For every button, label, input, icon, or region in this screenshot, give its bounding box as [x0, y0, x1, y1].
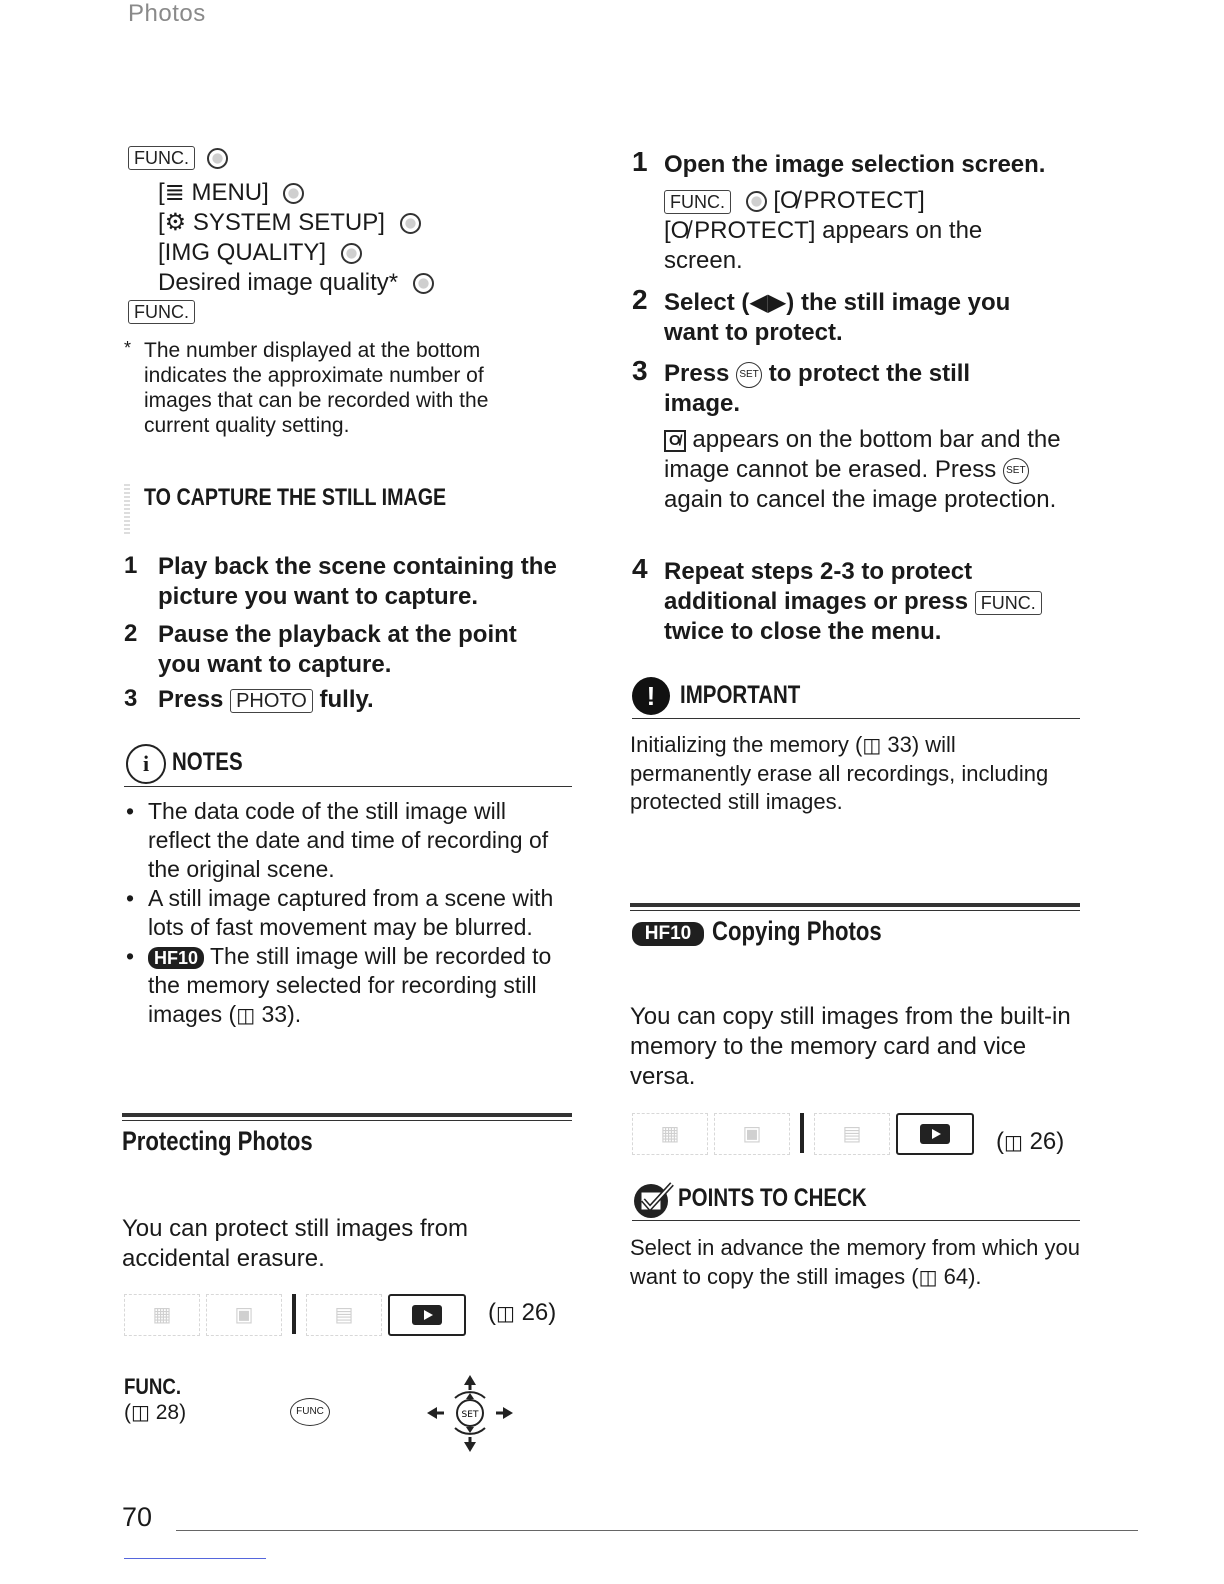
footnote-mark: *	[124, 338, 132, 358]
func-key: FUNC.	[664, 190, 731, 214]
points-text: Select in advance the memory from which you want to copy the still images (◫ 64).	[630, 1235, 1080, 1289]
menu-line-2: [⚙ SYSTEM SETUP]	[158, 209, 385, 236]
capture-heading: TO CAPTURE THE STILL IMAGE	[144, 484, 447, 511]
capture-step-2: 2 Pause the playback at the point you want to capture.	[124, 620, 517, 678]
protect-step-2-title: Select (◀▶) the still image you want to protect.	[664, 289, 1011, 346]
book-icon: ◫	[236, 1005, 256, 1027]
protect-step-2-num: 2	[632, 284, 648, 315]
footer-rule	[176, 1530, 1138, 1531]
page-ref: (◫ 26)	[996, 1128, 1065, 1155]
protecting-title: Protecting Photos	[122, 1126, 313, 1156]
movie-playback-icon: ▤	[306, 1294, 382, 1336]
note-item: • The data code of the still image will reflect the date and time of recording of the original scene.	[124, 797, 572, 884]
heading-marker	[124, 484, 130, 536]
important-warning-icon: !	[632, 677, 670, 715]
protecting-intro: You can protect still images from accidental erasure.	[122, 1215, 468, 1272]
section-rule-thick	[630, 903, 1080, 907]
protect-step-1-path: FUNC. [O̸ PROTECT]	[664, 186, 1084, 216]
section-rule-thin	[630, 910, 1080, 911]
confirm-circle-icon	[400, 213, 421, 234]
func-key: FUNC.	[975, 591, 1042, 615]
camera-mode-icon: ▣	[714, 1113, 790, 1155]
menu-line-3: [IMG QUALITY]	[158, 239, 327, 266]
protect-step-1-num: 1	[632, 146, 648, 177]
movie-mode-icon: ▦	[632, 1113, 708, 1155]
copying-intro: You can copy still images from the built-in memory to the memory card and vice versa.	[630, 1003, 1071, 1090]
book-icon: ◫	[862, 735, 882, 757]
func-button-icon: FUNC	[290, 1398, 330, 1426]
mode-separator	[800, 1113, 804, 1153]
section-rule-thick	[122, 1113, 572, 1117]
important-rule	[632, 718, 1080, 719]
mode-separator	[292, 1294, 296, 1334]
set-label: SET	[461, 1410, 479, 1420]
important-text: Initializing the memory (◫ 33) will permanently erase all recordings, including protected still images.	[630, 732, 1049, 814]
book-icon: ◫	[496, 1303, 515, 1325]
protect-step-4-text: Repeat steps 2-3 to protect additional images or press FUNC. twice to close the menu.	[664, 557, 1074, 647]
points-rule	[632, 1220, 1080, 1221]
capture-step-3: 3 Press PHOTO fully.	[124, 685, 374, 713]
note-item: • A still image captured from a scene with lots of fast movement may be blurred.	[124, 884, 572, 942]
footnote	[124, 338, 544, 438]
book-icon: ◫	[918, 1267, 938, 1289]
notes-list	[124, 797, 572, 1031]
copying-title: Copying Photos	[712, 916, 882, 946]
confirm-circle-icon	[341, 243, 362, 264]
section-header: Photos	[128, 0, 206, 27]
checkmark-icon	[632, 1180, 676, 1220]
page-ref: (◫ 26)	[488, 1299, 557, 1326]
movie-playback-icon: ▤	[814, 1113, 890, 1155]
note-item: • HF10 The still image will be recorded to the memory selected for recording still images (◫ 33).	[124, 942, 572, 1031]
section-rule-thin	[122, 1120, 572, 1121]
notes-heading: NOTES	[172, 748, 243, 776]
footer-accent-rule	[124, 1558, 266, 1559]
protect-lock-icon: O̸	[664, 430, 686, 452]
book-icon: ◫	[1004, 1132, 1023, 1154]
book-icon: ◫	[131, 1402, 150, 1424]
protect-step-4-num: 4	[632, 553, 648, 584]
protect-step-1-body: [O̸ PROTECT] appears on the screen.	[664, 217, 983, 274]
points-heading: POINTS TO CHECK	[678, 1184, 867, 1212]
notes-info-icon: i	[126, 744, 166, 784]
protect-step-3-body: O̸ appears on the bottom bar and the image cannot be erased. Press SET again to cancel the image protection.	[664, 426, 1061, 513]
capture-step-1: 1 Play back the scene containing the picture you want to capture.	[124, 552, 557, 610]
photo-key: PHOTO	[230, 689, 313, 713]
set-button-icon: SET	[1003, 458, 1029, 484]
protect-step-3-title: Press SET to protect the still image.	[664, 360, 971, 417]
confirm-circle-icon	[207, 148, 228, 169]
movie-mode-icon: ▦	[124, 1294, 200, 1336]
hf10-badge: HF10	[148, 947, 204, 969]
protect-step-1-title: Open the image selection screen.	[664, 151, 1046, 178]
mode-bar	[124, 1294, 574, 1334]
camera-mode-icon: ▣	[206, 1294, 282, 1336]
notes-rule	[124, 786, 572, 787]
joystick-icon	[424, 1372, 516, 1458]
func-key: FUNC.	[128, 146, 195, 170]
page-number: 70	[122, 1502, 153, 1532]
func-legend-label: FUNC.	[124, 1374, 182, 1399]
photo-playback-icon	[896, 1113, 974, 1155]
footnote-text: The number displayed at the bottom indicates the approximate number of images that can be recorded with the current quality setting.	[144, 339, 489, 437]
hf10-badge: HF10	[632, 922, 704, 946]
func-key-end: FUNC.	[128, 300, 195, 324]
menu-line-4: Desired image quality*	[158, 269, 399, 296]
confirm-circle-icon	[413, 273, 434, 294]
confirm-circle-icon	[746, 191, 767, 212]
important-heading: IMPORTANT	[680, 681, 801, 709]
photo-playback-icon	[388, 1294, 466, 1336]
func-legend-ref: (◫ 28)	[124, 1401, 187, 1424]
mode-bar	[632, 1113, 1082, 1153]
confirm-circle-icon	[283, 183, 304, 204]
set-button-icon: SET	[736, 362, 762, 388]
protect-step-3-num: 3	[632, 355, 648, 386]
menu-procedure	[128, 146, 434, 324]
menu-line-1: [≣ MENU]	[158, 179, 269, 206]
